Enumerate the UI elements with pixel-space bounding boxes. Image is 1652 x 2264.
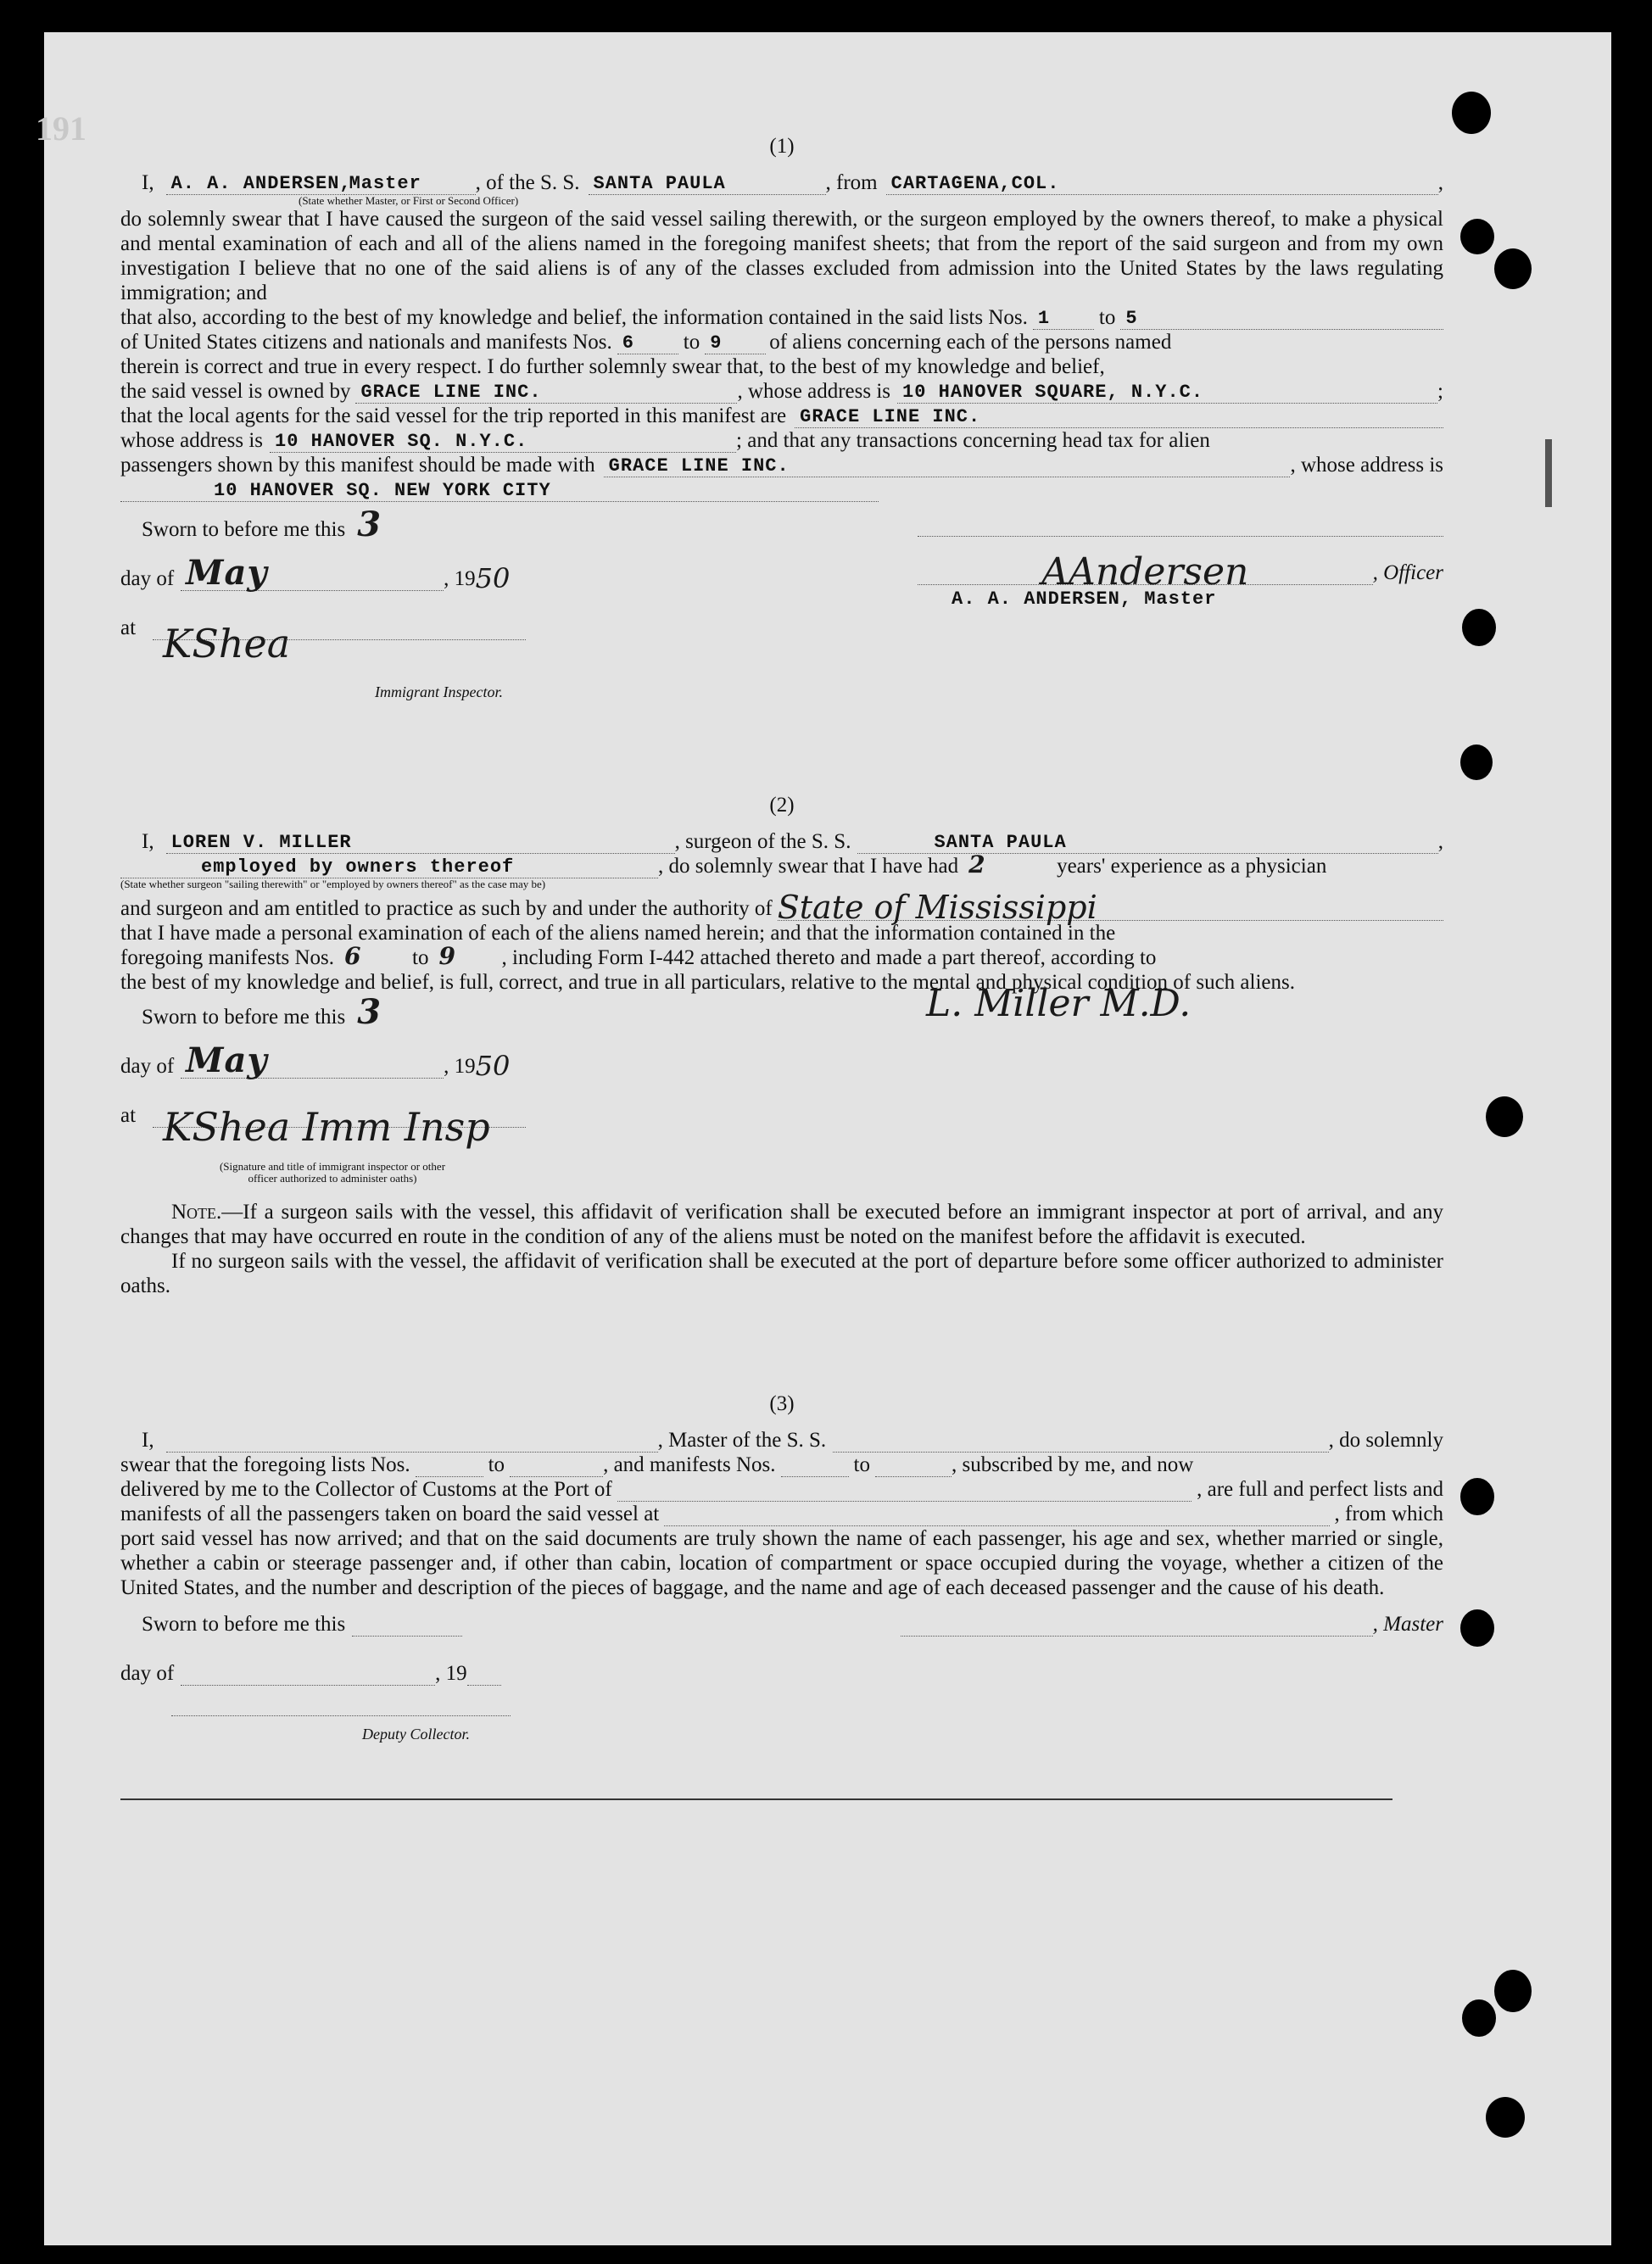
sworn-day: 3 [357,505,382,544]
departure-port-field: CARTAGENA,COL. [886,174,1438,195]
note-label: Note. [171,1201,222,1224]
punch-hole [1494,1970,1532,2012]
edge-mark [1545,439,1552,507]
head-tax-agent-field: GRACE LINE INC. [604,456,1291,477]
month-field [181,1685,435,1686]
day-of-label: day of [120,1055,175,1078]
pronoun: I, [142,1429,154,1452]
document-page [36,32,1611,2245]
head-tax-label: ; and that any transactions concerning head tax for alien [736,429,1210,452]
sworn-day-field [352,1636,462,1637]
passengers-label: passengers shown by this manifest should be made with [120,454,595,477]
manifests-to-field: 9 [705,333,766,354]
form-i442-text: , including Form I-442 attached thereto and made a part thereof, according to [501,946,1157,969]
surgeon-signature: L. Miller M.D. [926,982,1192,1025]
agents-label: that the local agents for the said vessel for the trip reported in this manifest are [120,404,787,427]
officer-typed-name: A. A. ANDERSEN, Master [952,588,1217,610]
manifests-label: , and manifests Nos. [603,1453,776,1476]
section-3-jurat [120,1612,1443,1756]
corner-mark: 191 [36,109,87,148]
to-label: to [488,1453,505,1476]
inspector-signature: KShea [163,621,291,666]
year-prefix: , 19 [444,567,476,590]
agent-address-label: whose address is [120,429,264,452]
lists-from-field: 1 [1033,309,1094,330]
signature-title-note: (Signature and title of immigrant inspector or other officer authorized to administer oaths) [219,1160,446,1185]
section-number: (1) [769,135,795,158]
punch-hole [1494,248,1532,289]
collector-signature-field [171,1715,511,1716]
year-field [467,1685,501,1686]
swear-label: , do solemnly [1328,1429,1443,1452]
oath-text-2: therein is correct and true in every respect. I do further solemnly swear that, to the best of my knowledge and belief, [120,355,1105,378]
semicolon: ; [1437,380,1443,403]
employment-note: (State whether surgeon "sailing therewith" or "employed by owners thereof" as the case may be) [120,878,546,890]
punch-hole [1460,744,1493,780]
lists-to-field: 5 [1120,309,1443,330]
examination-text: that I have made a personal examination of each of the aliens named herein; and that the information contained in the [120,922,1116,945]
pronoun: I, [142,171,154,194]
authority-label: and surgeon and am entitled to practice as such by and under the authority of [120,897,773,920]
agent-address-field: 10 HANOVER SQ. N.Y.C. [270,432,736,453]
oath-text: do solemnly swear that I have caused the surgeon of the said vessel sailing therewith, or the surgeon employed by the owners thereof, to make a physical and mental examination of each and all of the aliens named in the foregoing manifest sheets; that from the report of the said surgeon and from my own investigation I believe that no one of the said aliens is of any of the classes excluded from admission into the United States by the laws regulating immigration; and [120,208,1443,304]
comma: , [1437,171,1443,194]
owner-address-field: 10 HANOVER SQUARE, N.Y.C. [897,382,1437,404]
to-label: to [1098,306,1116,329]
day-of-label: day of [120,567,175,590]
sworn-year: 50 [475,1050,511,1082]
manifests-label: of United States citizens and nationals and manifests Nos. [120,331,612,354]
rank-note: (State whether Master, or First or Second Officer) [299,194,519,207]
manifests-from-field [781,1476,849,1477]
section-2 [120,793,1443,1298]
punch-hole [1462,609,1496,646]
pronoun: I, [142,830,154,853]
manifests-from-field: 6 [344,942,362,970]
affidavit-document [120,135,1443,1800]
subscribed-text: , subscribed by me, and now [951,1453,1194,1476]
section-number: (2) [769,794,795,817]
master-of-label: , Master of the S. S. [657,1429,827,1452]
lists-label: swear that the foregoing lists Nos. [120,1453,410,1476]
section-3 [120,1391,1443,1756]
master-label: , Master [1372,1613,1443,1636]
master-name-field: A. A. ANDERSEN, [166,174,344,195]
note-text-1: —If a surgeon sails with the vessel, this affidavit of verification shall be executed before an immigrant inspector at port of arrival, and any changes that may have occurred en route in the condition of any of the aliens must be noted on the manifest before the affidavit is executed. [120,1201,1443,1248]
boarding-label: manifests of all the passengers taken on board the said vessel at [120,1503,660,1525]
years-experience: 2 [968,850,986,878]
lists-label: that also, according to the best of my knowledge and belief, the information contained in the said lists Nos. [120,306,1028,329]
manifests-to-field [875,1476,952,1477]
port-label: delivered by me to the Collector of Customs at the Port of [120,1478,612,1501]
agent-field: GRACE LINE INC. [795,407,1443,428]
comma: , [1437,830,1443,853]
section-number: (3) [769,1392,795,1415]
inspector-signature: KShea Imm Insp [163,1104,490,1150]
address-label: , whose address is [1290,454,1443,477]
year-prefix: , 19 [444,1055,476,1078]
manifests-to-field: 9 [438,942,456,970]
sworn-label: Sworn to before me this [142,1006,346,1029]
arrival-text: port said vessel has now arrived; and that on the said documents are truly shown the name of each passenger, his age and sex, whether married or single, whether a cabin or steerage passenger and, if other than cabin, location of compartment or space occupied during the voyage, whether a citizen of the United States, and the number and description of the pieces of baggage, and the name and age of each deceased passenger and the cause of his death. [120,1527,1443,1599]
address-label: , whose address is [737,380,891,403]
at-label: at [120,616,137,639]
sworn-label: Sworn to before me this [142,1613,346,1636]
punch-hole [1486,1096,1523,1137]
punch-hole [1486,2097,1525,2138]
to-label: to [683,331,700,354]
sworn-day: 3 [357,992,382,1032]
full-lists-text: , are full and perfect lists and [1197,1478,1443,1501]
section-1-jurat [120,505,1443,704]
sworn-year: 50 [475,562,511,594]
master-signature-field [901,1636,1373,1637]
experience-post: years' experience as a physician [1057,855,1327,878]
officer-signature: AAndersen [918,560,1373,585]
at-label: at [120,1104,137,1127]
ship-name-field: SANTA PAULA [857,833,1437,854]
sworn-label: Sworn to before me this [142,518,346,541]
of-ss-label: , of the S. S. [475,171,580,194]
punch-hole [1460,1478,1494,1515]
officer-label: , Officer [1372,561,1443,584]
sworn-month: May [186,1040,268,1080]
surgeon-of-label: , surgeon of the S. S. [674,830,851,853]
ship-name-field: SANTA PAULA [589,174,826,195]
authority-field: State of Mississippi [778,895,1443,921]
signature-rule [918,536,1443,537]
from-label: , from [825,171,878,194]
to-label: to [853,1453,870,1476]
employment-field: employed by owners thereof [120,857,658,878]
surgeon-name-field: LOREN V. MILLER [166,833,675,854]
punch-hole [1460,1609,1494,1647]
foregoing-manifests-label: foregoing manifests Nos. [120,946,335,969]
day-of-label: day of [120,1662,175,1685]
note-text-2: If no surgeon sails with the vessel, the affidavit of verification shall be executed at the port of departure before some officer authorized to administer oaths. [120,1250,1443,1297]
master-rank-field: Master [344,174,476,195]
collector-label: Deputy Collector. [362,1726,470,1743]
inspector-label: Immigrant Inspector. [375,683,503,700]
condition-text: the best of my knowledge and belief, is full, correct, and true in all particulars, relative to the mental and physical condition of such aliens. [120,971,1295,994]
to-label: to [412,946,429,969]
punch-hole [1462,1999,1496,2037]
sworn-month: May [186,553,268,593]
manifests-from-field: 6 [617,333,678,354]
head-tax-address-field: 10 HANOVER SQ. NEW YORK CITY [120,481,879,502]
officer-signature-block [918,543,1443,610]
year-prefix: , 19 [435,1662,467,1685]
experience-label: , do solemnly swear that I have had [658,855,959,878]
punch-hole [1460,219,1494,254]
bottom-rule [120,1798,1392,1800]
owned-label: the said vessel is owned by [120,380,351,403]
from-which-text: , from which [1334,1503,1443,1525]
owner-field: GRACE LINE INC. [355,382,737,404]
surgeon-note [120,1200,1443,1249]
manifests-post: of aliens concerning each of the persons named [769,331,1172,354]
port-field [617,1501,1192,1502]
punch-hole [1452,92,1491,134]
section-1 [120,134,1443,704]
